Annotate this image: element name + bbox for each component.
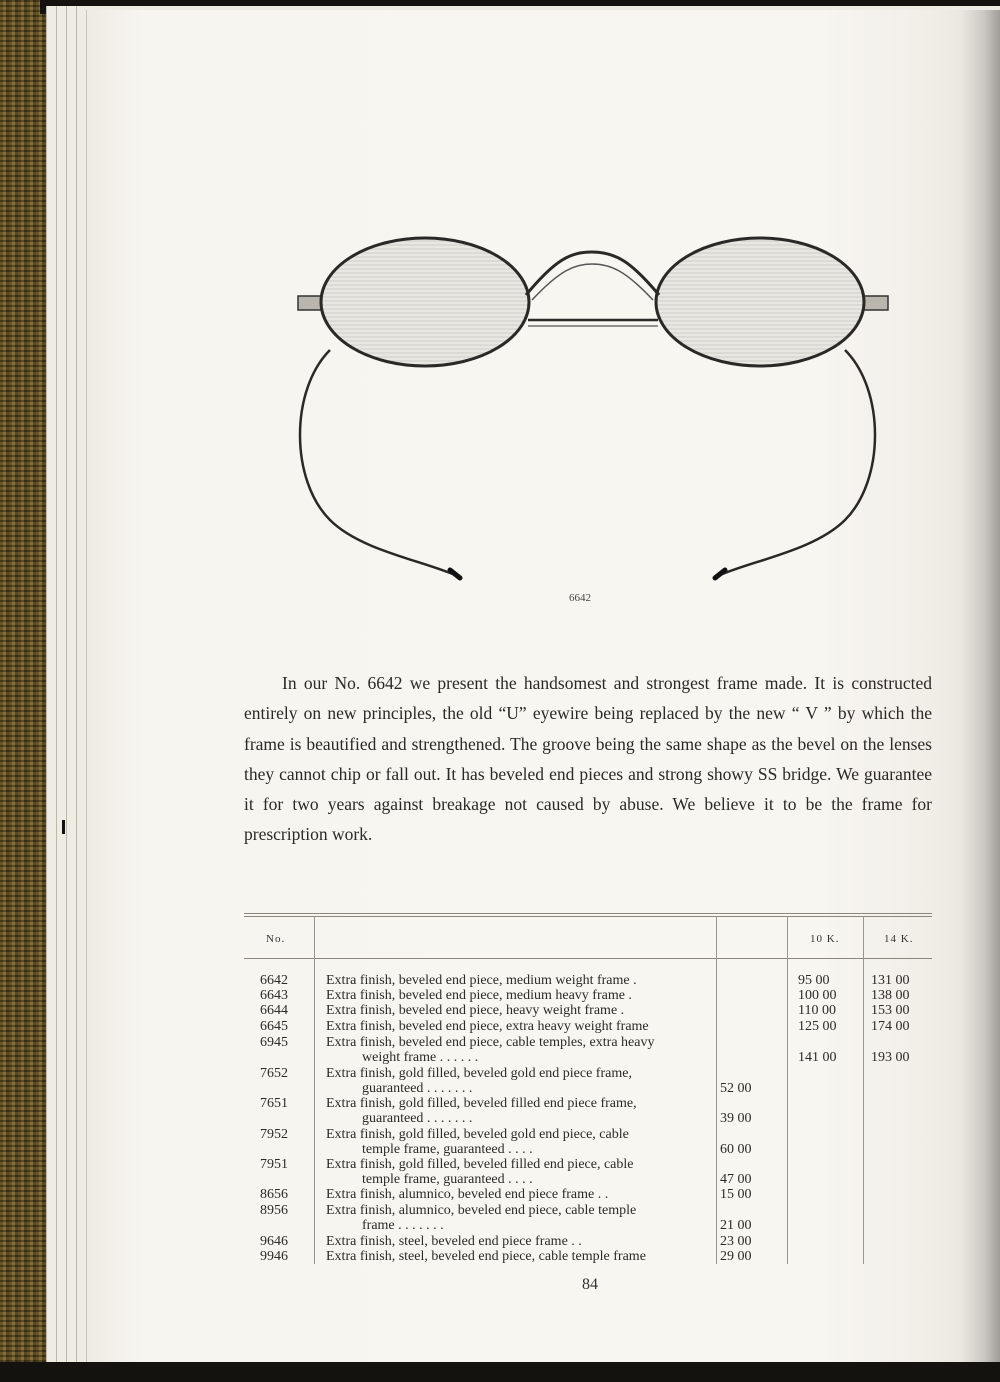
book-bottom-edge [0, 1362, 1000, 1382]
description-line: Extra finish, gold filled, beveled gold end piece frame, [326, 1066, 632, 1081]
row-price-10k: 141 00 [798, 1050, 837, 1065]
table-top-rule [244, 913, 932, 914]
left-lens [321, 238, 529, 366]
figure-caption: 6642 [569, 592, 591, 604]
bridge [526, 252, 659, 295]
row-price-10k: 125 00 [798, 1019, 837, 1034]
description-line: Extra finish, alumnico, beveled end piece frame . . [326, 1187, 609, 1202]
row-price-14k: 138 00 [871, 988, 910, 1003]
header-14k: 14 K. [884, 933, 914, 945]
row-description [326, 988, 710, 1003]
column-divider [787, 916, 788, 1264]
row-number: 7652 [260, 1066, 288, 1081]
row-number: 8656 [260, 1187, 288, 1202]
row-number: 9646 [260, 1234, 288, 1249]
row-price-14k: 131 00 [871, 973, 910, 988]
right-temple-tip [715, 570, 725, 578]
description-line: Extra finish, gold filled, beveled filled end piece, cable [326, 1157, 634, 1172]
row-description [326, 1019, 710, 1034]
row-price-10k: 100 00 [798, 988, 837, 1003]
row-price: 52 00 [720, 1081, 752, 1096]
description-line: guaranteed . . . . . . . [362, 1081, 473, 1097]
price-table [244, 913, 932, 1265]
row-number: 7651 [260, 1096, 288, 1111]
row-number: 6643 [260, 988, 288, 1003]
row-price-10k: 110 00 [798, 1003, 836, 1018]
margin-mark [62, 820, 65, 834]
row-price: 29 00 [720, 1249, 752, 1264]
left-temple-tip [450, 570, 460, 578]
row-description [326, 1035, 710, 1066]
table-header-rule [244, 958, 932, 959]
description-line: Extra finish, beveled end piece, medium weight frame . [326, 973, 637, 988]
row-price: 47 00 [720, 1172, 752, 1187]
row-number: 6644 [260, 1003, 288, 1018]
row-description [326, 1203, 710, 1234]
row-number: 6945 [260, 1035, 288, 1050]
row-price: 60 00 [720, 1142, 752, 1157]
paragraph-text: In our No. 6642 we present the handsomest and strongest frame made. It is constructed entirely on new principles, the old “U” eyewire being replaced by the new “ V ” by which the frame is beautified and strengthened. The groove being the same shape as the bevel on the lenses they cannot chip or fall out. It has beveled end pieces and strong showy SS bridge. We guarantee it for two years against breakage not caused by abuse. We believe it to be the frame for prescription work. [244, 673, 932, 845]
column-divider [716, 916, 717, 1264]
description-line: Extra finish, beveled end piece, heavy weight frame . [326, 1003, 625, 1018]
row-number: 7952 [260, 1127, 288, 1142]
row-price: 23 00 [720, 1234, 752, 1249]
table-top-rule [244, 916, 932, 917]
row-description [326, 1096, 710, 1127]
header-10k: 10 K. [810, 933, 840, 945]
row-description [326, 1003, 710, 1018]
row-price-14k: 193 00 [871, 1050, 910, 1065]
book-spine [0, 0, 46, 1382]
column-divider [863, 916, 864, 1264]
description-line: guaranteed . . . . . . . [362, 1111, 473, 1127]
description-line: Extra finish, gold filled, beveled filled end piece frame, [326, 1096, 637, 1111]
row-number: 7951 [260, 1157, 288, 1172]
description-line: Extra finish, gold filled, beveled gold end piece, cable [326, 1127, 629, 1142]
eyeglasses-illustration [270, 220, 910, 590]
description-line: weight frame . . . . . . [362, 1050, 479, 1066]
row-price: 39 00 [720, 1111, 752, 1126]
row-description [326, 1187, 710, 1202]
right-lens [656, 238, 864, 366]
row-price-14k: 153 00 [871, 1003, 910, 1018]
row-price: 15 00 [720, 1187, 752, 1202]
page-shadow [960, 10, 1000, 1362]
description-line: Extra finish, steel, beveled end piece frame . . [326, 1234, 582, 1249]
right-temple [720, 350, 875, 575]
left-temple [300, 350, 455, 575]
row-number: 6642 [260, 973, 288, 988]
row-description [326, 973, 710, 988]
description-line: Extra finish, beveled end piece, extra heavy weight frame [326, 1019, 649, 1034]
column-divider [314, 916, 315, 1264]
description-paragraph [244, 668, 932, 850]
description-line: Extra finish, alumnico, beveled end piece, cable temple [326, 1203, 637, 1218]
description-line: Extra finish, beveled end piece, medium heavy frame . [326, 988, 632, 1003]
row-number: 8956 [260, 1203, 288, 1218]
row-price: 21 00 [720, 1218, 752, 1233]
row-description [326, 1066, 710, 1097]
row-price-14k: 174 00 [871, 1019, 910, 1034]
row-description [326, 1127, 710, 1158]
description-line: temple frame, guaranteed . . . . [362, 1172, 533, 1188]
row-price-10k: 95 00 [798, 973, 830, 988]
row-description [326, 1157, 710, 1188]
header-no: No. [266, 933, 286, 945]
page-number: 84 [582, 1276, 598, 1293]
description-line: Extra finish, beveled end piece, cable temples, extra heavy [326, 1035, 655, 1050]
row-description [326, 1234, 710, 1249]
row-description [326, 1249, 710, 1264]
description-line: Extra finish, steel, beveled end piece, cable temple frame [326, 1249, 646, 1264]
description-line: frame . . . . . . . [362, 1218, 444, 1234]
description-line: temple frame, guaranteed . . . . [362, 1142, 533, 1158]
row-number: 9946 [260, 1249, 288, 1264]
row-number: 6645 [260, 1019, 288, 1034]
